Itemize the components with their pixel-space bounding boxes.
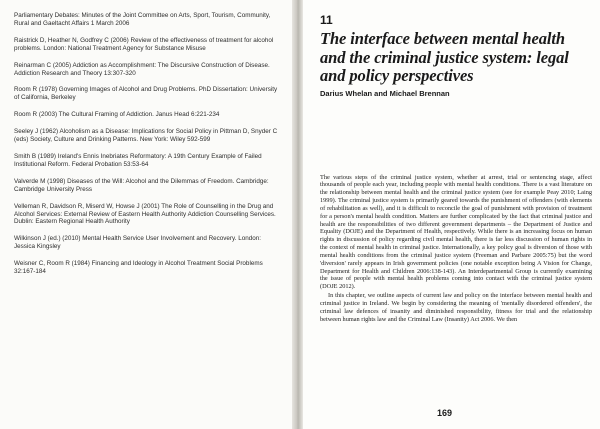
reference-entry: Velleman R, Davidson R, Miserd W, Howse J (2001) The Role of Counselling in the Drug and Alcohol Services: External Review of Eastern Health Authority Addiction Counselling Services. Dublin: Eastern Regional Health Authority <box>14 202 276 226</box>
body-paragraph: In this chapter, we outline aspects of current law and policy on the interface between mental health and criminal justice in Ireland. We begin by considering the meaning of 'mentally disordered offenders', the criminal law defences of insanity and diminished responsibility, fitness for trial and the relationship between human rights law and the Criminal Law (Insanity) Act 2006. We then <box>320 292 592 323</box>
reference-entry: Wilkinson J (ed.) (2010) Mental Health Service User Involvement and Recovery. London: Jessica Kingsley <box>14 235 261 251</box>
reference-entry: Smith B (1989) Ireland's Ennis Inebriates Reformatory: A 19th Century Example of Failed Institutional Reform. Federal Probation 53:53-64 <box>14 152 262 168</box>
chapter-body <box>320 174 592 324</box>
reference-entry: Parliamentary Debates: Minutes of the Joint Committee on Arts, Sport, Tourism, Community, Rural and Gaeltacht Affairs 1 March 2006 <box>14 12 271 27</box>
book-gutter <box>292 0 303 429</box>
chapter-authors: Darius Whelan and Michael Brennan <box>320 88 450 98</box>
left-page <box>0 0 292 429</box>
reference-entry: Room R (1978) Governing Images of Alcohol and Drug Problems. PhD Dissertation: University of California, Berkeley <box>14 86 278 102</box>
right-page <box>303 0 600 429</box>
reference-list <box>14 12 282 276</box>
reference-entry: Weisner C, Room R (1984) Financing and Ideology in Alcohol Treatment Social Problems 32:167-184 <box>14 260 263 276</box>
body-paragraph: The various steps of the criminal justice system, whether at arrest, trial or sentencing stage, affect thousands of people each year, including people with mental health conditions. There is a vast literature on the relationship between mental health and the criminal justice system (see for example Peay 2010; Laing 1999). The criminal justice system is primarily geared towards the punishment of offenders (with elements of rehabilitation as well), and it is difficult to reconcile the goal of punishment with provision of treatment for a person's mental health condition. Matters are further complicated by the fact that criminal justice and health are the responsibilities of two different government departments – the Department of Justice and Equality (DOJE) and the Department of Health, respectively. While there is an increasing focus on human rights in discussion of policy regarding civil mental health, there is far less discussion of human rights in the context of mental health in criminal justice. Internationally, a key policy goal is diversion of those with mental health conditions from the criminal justice system (Freeman and Parbare 2005:75) but the word 'diversion' rarely appears in Irish government policies (one notable exception being A Vision for Change, Department for Health and Children 2006:138-143). An Interdepartmental Group is currently examining the issue of people with mental health problems coming into contact with the criminal justice system (DOJE 2012). <box>320 173 592 291</box>
reference-entry: Valverde M (1998) Diseases of the Will: Alcohol and the Dilemmas of Freedom. Cambridge: Cambridge University Press <box>14 177 269 193</box>
reference-entry: Raistrick D, Heather N, Godfrey C (2006) Review of the effectiveness of treatment for alcohol problems. London: National Treatment Agency for Substance Misuse <box>14 36 274 52</box>
reference-entry: Room R (2003) The Cultural Framing of Addiction. Janus Head 6:221-234 <box>14 111 220 119</box>
reference-entry: Reinarman C (2005) Addiction as Accomplishment: The Discursive Construction of Disease. Addiction Research and Theory 13:307-320 <box>14 61 270 77</box>
page-number: 169 <box>437 408 453 418</box>
reference-entry: Seeley J (1962) Alcoholism as a Disease: Implications for Social Policy in Pittman D, Snyder C (eds) Society, Culture and Drinking Patterns. New York: Wiley 592-599 <box>14 128 278 144</box>
chapter-title: The interface between mental health and the criminal justice system: legal and policy perspectives <box>320 29 569 85</box>
chapter-number: 11 <box>320 13 333 27</box>
